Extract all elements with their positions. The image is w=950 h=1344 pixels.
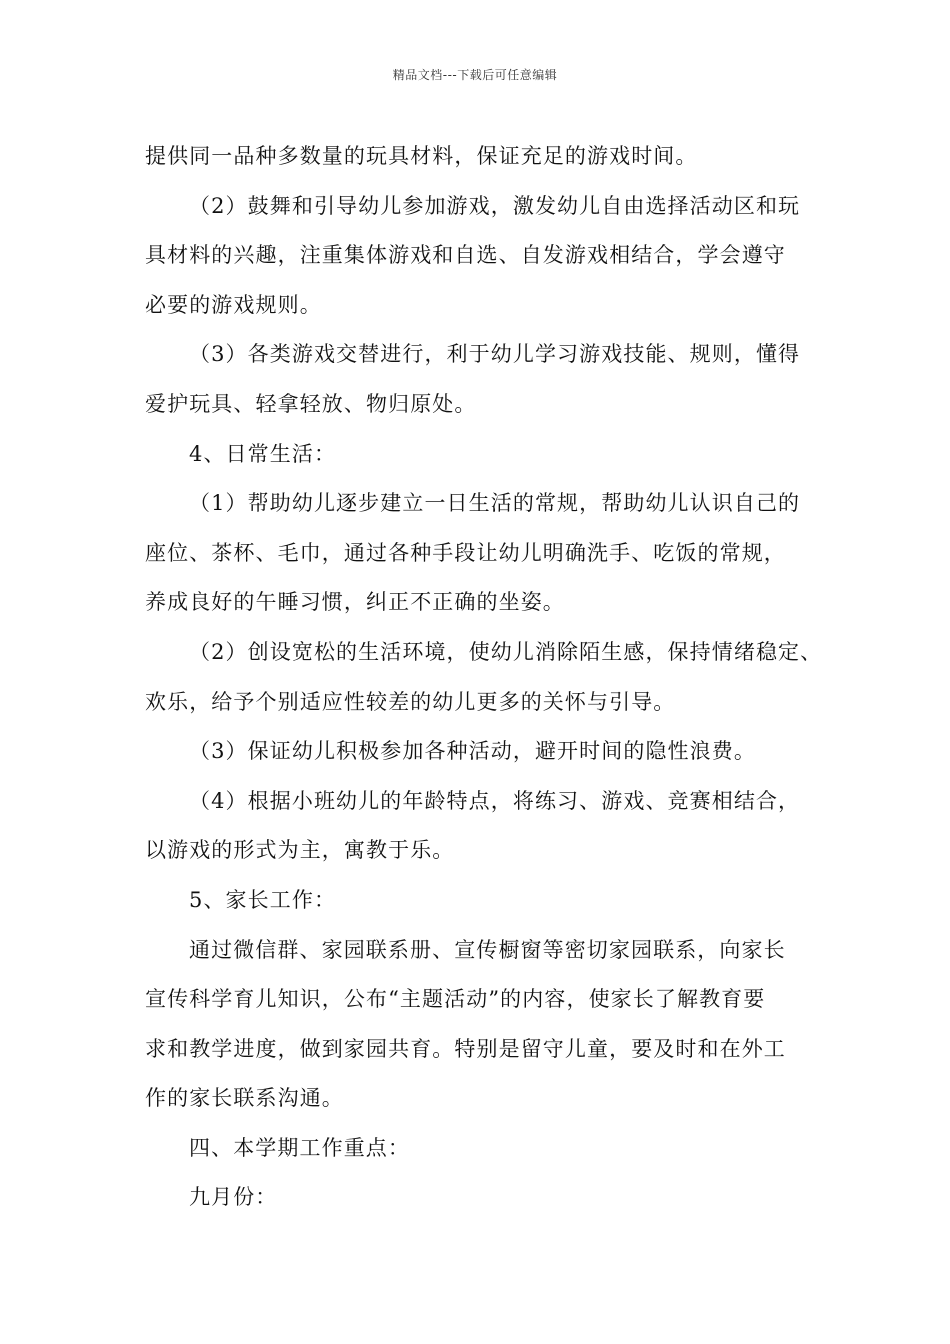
text-line: 通过微信群、家园联系册、宣传橱窗等密切家园联系，向家长 [189,937,786,962]
text-line: 4、日常生活： [189,441,337,466]
text-line: （2）鼓舞和引导幼儿参加游戏，激发幼儿自由选择活动区和玩 [189,193,801,218]
text-line: 提供同一品种多数量的玩具材料，保证充足的游戏时间。 [145,144,698,168]
page-header: 精品文档---下载后可任意编辑 [392,68,558,82]
text-line: （1）帮助幼儿逐步建立一日生活的常规，帮助幼儿认识自己的 [189,491,801,516]
text-line: 作的家长联系沟通。 [145,1086,344,1111]
text-line: （3）各类游戏交替进行，利于幼儿学习游戏技能、规则，懂得 [189,342,801,367]
text-line: 九月份： [189,1185,278,1210]
text-line: 座位、茶杯、毛巾，通过各种手段让幼儿明确洗手、吃饭的常规， [145,540,786,565]
text-line: （4）根据小班幼儿的年龄特点，将练习、游戏、竞赛相结合， [189,788,801,813]
text-line: 5、家长工作： [189,887,337,912]
text-line: 欢乐，给予个别适应性较差的幼儿更多的关怀与引导。 [145,689,676,714]
text-line: 四、本学期工作重点： [189,1135,410,1160]
text-line: （2）创设宽松的生活环境，使幼儿消除陌生感，保持情绪稳定、 [189,639,823,664]
text-line: 养成良好的午睡习惯，纠正不正确的坐姿。 [145,590,565,615]
text-line: 必要的游戏规则。 [145,292,322,317]
body-text [145,132,825,1223]
text-line: 以游戏的形式为主，寓教于乐。 [145,838,455,863]
text-line: （3）保证幼儿积极参加各种活动，避开时间的隐性浪费。 [189,739,756,764]
text-line: 求和教学进度，做到家园共育。特别是留守儿童，要及时和在外工 [145,1036,786,1061]
text-line: 爱护玩具、轻拿轻放、物归原处。 [145,391,477,416]
text-line: 宣传科学育儿知识，公布“主题活动”的内容，使家长了解教育要 [145,987,766,1012]
text-line: 具材料的兴趣，注重集体游戏和自选、自发游戏相结合，学会遵守 [145,243,786,268]
